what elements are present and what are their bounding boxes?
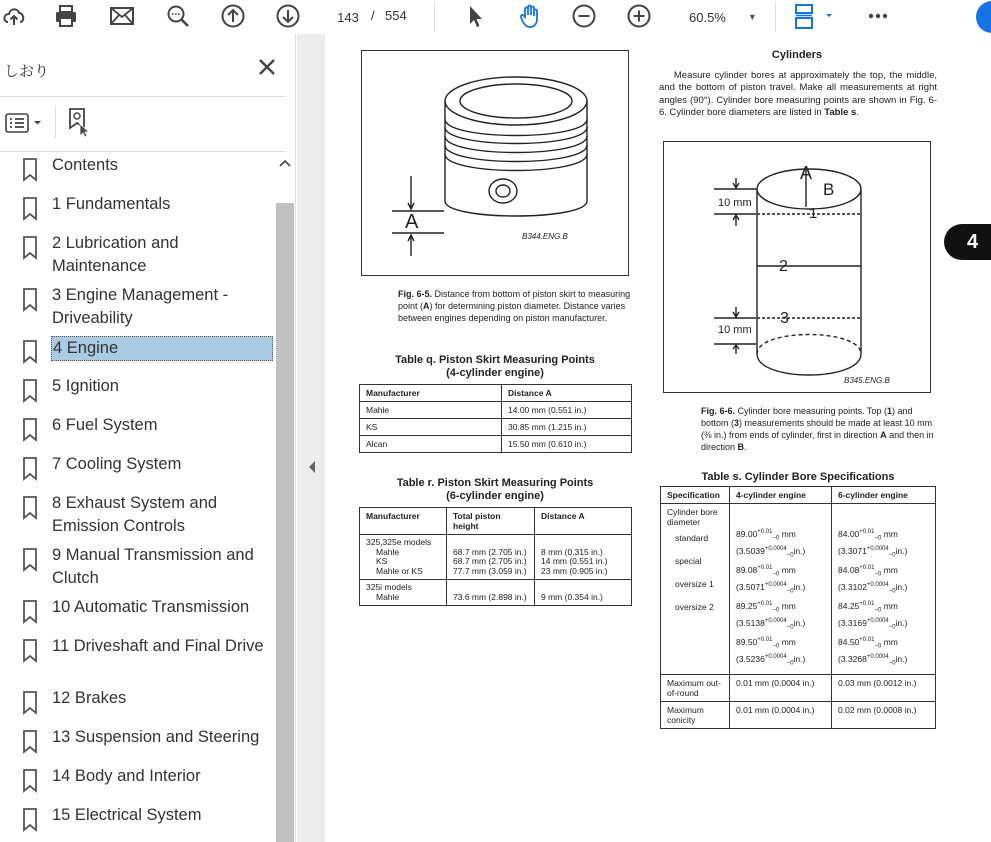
tolerance-plus: +0.0004 <box>866 617 889 624</box>
inch-value: (3.5138 <box>736 617 765 628</box>
tolerance-plus: +0.01 <box>859 565 875 572</box>
table-cell: 0.03 mm (0.0012 in.) <box>832 675 936 702</box>
bookmark-icon <box>22 340 38 364</box>
bookmark-label: 2 Lubrication and Maintenance <box>52 234 179 275</box>
manufacturer: KS <box>376 556 388 566</box>
mm-value: 89.08 <box>736 564 758 575</box>
cylinders-text: Measure cylinder bores at approximately the top, the middle, and the bottom of piston travel. Make all measurements at right angles (90°). Cylinder bore measuring points are shown in Fig. 6-6. Cylinder bore diameters are listed in <box>659 70 937 119</box>
unit: in.) <box>895 617 908 628</box>
zoom-out-icon[interactable] <box>570 2 598 30</box>
bore-spec-value <box>838 527 929 560</box>
bookmark-icon <box>22 769 38 793</box>
table-cell: Alcan <box>360 436 502 453</box>
table-header: Total piston height <box>447 508 535 535</box>
bookmark-label: 3 Engine Management - Driveability <box>52 286 229 327</box>
fig2-caption-bold: B <box>737 442 745 452</box>
tolerance-plus: +0.0004 <box>764 581 787 588</box>
bookmark-list <box>0 153 276 842</box>
fig2-caption-text: ) and bottom ( <box>701 406 913 428</box>
page-view-icon[interactable] <box>792 2 838 30</box>
bookmark-label: 5 Ignition <box>52 377 119 395</box>
unit: mm <box>883 636 898 647</box>
bookmark-icon <box>22 379 38 403</box>
piston-height: 77.7 mm (3.059 in.) <box>453 565 527 576</box>
table-cell <box>447 580 535 606</box>
fig2-caption-text: ) measurements should be made at least 10 mm (⅜ in.) from ends of cylinder, first in direction <box>701 418 933 440</box>
inch-value: (3.3169 <box>838 617 867 628</box>
hand-tool-icon[interactable] <box>516 2 544 30</box>
unit: in.) <box>793 617 806 628</box>
bookmark-icon <box>22 730 38 754</box>
manufacturer: Mahle <box>376 591 400 602</box>
table-cell <box>360 580 447 606</box>
tolerance-plus: +0.01 <box>757 637 773 644</box>
table-cell: Mahle <box>360 402 502 419</box>
close-icon[interactable] <box>256 56 278 78</box>
manufacturer: Mahle <box>376 546 400 557</box>
tolerance-minus: −0 <box>786 588 794 595</box>
table-header: Distance A <box>535 508 632 535</box>
fig2-caption <box>701 405 937 453</box>
table-row <box>360 535 632 580</box>
inch-value: (3.5071 <box>736 581 765 592</box>
table-cell <box>360 535 447 580</box>
tolerance-plus: +0.0004 <box>764 545 787 552</box>
table-row <box>360 402 632 419</box>
table-cell: Maximum conicity <box>661 702 730 729</box>
divider <box>0 96 286 97</box>
tolerance-minus: −0 <box>772 643 780 650</box>
distance-a: 23 mm (0.905 in.) <box>541 565 608 576</box>
group-label: 325i models <box>366 582 412 592</box>
zoom-level-select[interactable] <box>683 5 765 29</box>
fig2-caption-text: . <box>744 442 747 452</box>
unit: mm <box>883 528 898 539</box>
bookmark-icon <box>22 496 38 520</box>
tolerance-minus: −0 <box>874 571 882 578</box>
bookmark-label: 7 Cooling System <box>52 455 182 473</box>
bore-spec-value <box>838 599 929 632</box>
bookmark-label: 4 Engine <box>51 336 273 361</box>
prev-page-icon[interactable] <box>219 2 247 30</box>
tolerance-plus: +0.0004 <box>764 653 787 660</box>
manufacturer: Mahle or KS <box>376 565 423 576</box>
inch-value: (3.5039 <box>736 545 765 556</box>
table-row <box>360 419 632 436</box>
bookmark-label: Contents <box>52 156 119 174</box>
document-area[interactable] <box>297 34 991 842</box>
table-row <box>360 436 632 453</box>
tolerance-plus: +0.0004 <box>764 617 787 624</box>
bookmark-options-button[interactable] <box>2 110 46 136</box>
bore-spec-value <box>838 635 929 668</box>
bookmark-label: 1 Fundamentals <box>52 195 171 213</box>
table-cell: 0.02 mm (0.0008 in.) <box>832 702 936 729</box>
bookmark-icon <box>22 418 38 442</box>
table-q-title <box>361 354 629 380</box>
table-q-subheading: (4-cylinder engine) <box>446 367 544 379</box>
mm-value: 84.50 <box>838 636 860 647</box>
table-cell <box>535 535 632 580</box>
page-total: 554 <box>385 8 407 23</box>
table-header: Specification <box>661 487 730 504</box>
unit: mm <box>883 564 898 575</box>
tolerance-plus: +0.01 <box>859 637 875 644</box>
next-page-icon[interactable] <box>274 2 302 30</box>
distance-a: 14 mm (0.551 in.) <box>541 556 608 566</box>
cylinders-text: . <box>856 107 859 119</box>
bookmark-label: 11 Driveshaft and Final Drive <box>52 637 264 655</box>
unit: in.) <box>793 545 806 556</box>
table-cell <box>447 535 535 580</box>
bookmark-label: 14 Body and Interior <box>52 767 201 785</box>
cylinders-text-bold: Table s <box>824 107 857 119</box>
cylinders-heading: Cylinders <box>771 49 823 61</box>
diameter-label: Cylinder bore diameter <box>667 507 718 527</box>
bookmark-label: 6 Fuel System <box>52 416 158 434</box>
fig1-caption-bold: A <box>423 301 430 311</box>
tolerance-minus: −0 <box>874 643 882 650</box>
tolerance-minus: −0 <box>874 535 882 542</box>
distance-a: 9 mm (0.354 in.) <box>541 591 603 602</box>
pdf-page <box>325 34 991 842</box>
fig2-caption-bold: A <box>880 430 887 440</box>
bookmark-icon <box>22 457 38 481</box>
spec-name: oversize 1 <box>675 579 714 589</box>
tolerance-plus: +0.01 <box>859 529 875 535</box>
fig2-dim-bottom: 10 mm <box>718 324 752 336</box>
fig2-label-3: 3 <box>780 310 789 327</box>
bookmark-icon <box>22 158 38 182</box>
bookmark-label: 13 Suspension and Steering <box>52 728 260 746</box>
unit: mm <box>883 600 898 611</box>
unit: mm <box>781 528 796 539</box>
tolerance-minus: −0 <box>888 588 896 595</box>
spec-name: oversize 2 <box>675 602 714 612</box>
piston-height: 73.6 mm (2.898 in.) <box>453 591 527 602</box>
fig2-label-2: 2 <box>779 258 788 275</box>
bookmark-label: 9 Manual Transmission and Clutch <box>52 546 254 587</box>
mm-value: 84.00 <box>838 528 860 539</box>
table-cell: KS <box>360 419 502 436</box>
fig1-caption-number: Fig. 6-5. <box>398 289 433 299</box>
table-cell: Maximum out-of-round <box>661 675 730 702</box>
sidebar-scrollbar[interactable] <box>276 153 294 842</box>
table-header: 6-cylinder engine <box>832 487 936 504</box>
bore-spec-value <box>736 599 825 632</box>
bookmark-label: 10 Automatic Transmission <box>52 598 250 616</box>
tolerance-minus: −0 <box>772 571 780 578</box>
bookmark-icon <box>22 236 38 260</box>
table-header: Distance A <box>502 385 632 402</box>
bookmark-icon <box>22 691 38 715</box>
table-cell: 30.85 mm (1.215 in.) <box>502 419 632 436</box>
mm-value: 89.50 <box>736 636 758 647</box>
bookmarks-panel <box>0 34 296 842</box>
bookmark-icon <box>22 808 38 832</box>
table-header: Manufacturer <box>360 385 502 402</box>
unit: mm <box>781 600 796 611</box>
fig2-caption-bold: 3 <box>734 418 740 428</box>
fig2-label-b: B <box>823 180 835 199</box>
divider <box>0 151 286 152</box>
fig2-stamp: B345.ENG.B <box>844 376 890 385</box>
unit: in.) <box>895 545 908 556</box>
tolerance-plus: +0.01 <box>859 601 875 608</box>
mm-value: 89.25 <box>736 600 758 611</box>
cylinder-figure <box>663 141 931 393</box>
fig2-dim-top: 10 mm <box>718 197 752 209</box>
spec-name: standard <box>675 533 709 543</box>
list-options-icon <box>2 110 46 136</box>
mm-value: 84.08 <box>838 564 860 575</box>
table-r-title <box>361 477 629 503</box>
unit: mm <box>781 636 796 647</box>
table-cell: 15.50 mm (0.610 in.) <box>502 436 632 453</box>
panel-title: しおり <box>4 63 50 80</box>
fig2-label-a: A <box>800 163 813 183</box>
new-bookmark-icon[interactable] <box>66 106 96 138</box>
unit: in.) <box>895 653 908 664</box>
fig2-caption-number: Fig. 6-6. <box>701 406 736 416</box>
toolbar-divider <box>775 2 776 32</box>
mm-value: 89.00 <box>736 528 758 539</box>
table-r <box>359 507 632 606</box>
table-row <box>661 504 936 675</box>
inch-value: (3.3071 <box>838 545 867 556</box>
group-label: 325,325e models <box>366 537 432 547</box>
fig1-label-a: A <box>405 211 419 233</box>
mail-icon[interactable] <box>108 2 136 30</box>
unit: in.) <box>793 581 806 592</box>
tolerance-minus: −0 <box>786 552 794 559</box>
fig1-stamp: B344.ENG.B <box>522 232 568 241</box>
bookmark-icon <box>22 600 38 624</box>
tolerance-minus: −0 <box>772 535 780 542</box>
table-cell: 0.01 mm (0.0004 in.) <box>730 675 832 702</box>
page-number-input[interactable]: 143 <box>337 9 359 25</box>
chevron-down-icon: ▼ <box>747 12 757 22</box>
zoom-in-icon[interactable] <box>625 2 653 30</box>
bore-spec-value <box>736 563 825 596</box>
tolerance-minus: −0 <box>786 624 794 631</box>
fig2-caption-bold: 1 <box>886 406 892 416</box>
bore-spec-value <box>736 527 825 560</box>
unit: in.) <box>895 581 908 592</box>
table-s-title: Table s. Cylinder Bore Specifications <box>701 471 895 483</box>
select-pointer-icon[interactable] <box>461 2 489 30</box>
bookmark-icon <box>22 288 38 312</box>
table-r-heading: Table r. Piston Skirt Measuring Points <box>396 477 594 489</box>
table-q <box>359 384 632 453</box>
piston-height: 68.7 mm (2.705 in.) <box>453 546 527 557</box>
tolerance-minus: −0 <box>888 552 896 559</box>
tolerance-minus: −0 <box>888 624 896 631</box>
fig2-caption-text: and then in direction <box>701 430 934 452</box>
table-row <box>360 580 632 606</box>
bookmark-label: 12 Brakes <box>52 689 127 707</box>
table-header: 4-cylinder engine <box>730 487 832 504</box>
table-row <box>661 702 936 729</box>
piston-figure <box>361 50 629 276</box>
tolerance-plus: +0.01 <box>757 565 773 572</box>
more-icon[interactable] <box>864 2 892 30</box>
zoom-search-icon[interactable] <box>164 2 192 30</box>
collapse-panel-icon[interactable] <box>307 459 317 475</box>
divider <box>55 106 56 138</box>
table-r-subheading: (6-cylinder engine) <box>446 490 544 502</box>
fig2-caption-text: Cylinder bore measuring points. Top ( <box>737 406 887 416</box>
table-cell <box>730 504 832 675</box>
cylinders-paragraph <box>659 70 937 120</box>
scrollbar-thumb[interactable] <box>276 203 294 842</box>
fig2-label-1: 1 <box>809 205 818 222</box>
fig1-caption <box>398 288 634 324</box>
bore-spec-value <box>838 563 929 596</box>
upload-cloud-icon[interactable] <box>0 2 28 30</box>
table-row <box>661 675 936 702</box>
bookmark-label: 15 Electrical System <box>52 806 202 824</box>
distance-a: 8 mm (0.315 in.) <box>541 546 603 557</box>
fig1-caption-text: ) for determining piston diameter. Distance varies between engines depending on piston manufacturer. <box>398 301 626 323</box>
table-cell <box>832 504 936 675</box>
tolerance-minus: −0 <box>874 607 882 614</box>
table-q-heading: Table q. Piston Skirt Measuring Points <box>395 354 595 366</box>
unit: mm <box>781 564 796 575</box>
inch-value: (3.5236 <box>736 653 765 664</box>
table-header: Manufacturer <box>360 508 447 535</box>
table-cell <box>535 580 632 606</box>
toolbar-divider <box>434 2 435 32</box>
tolerance-plus: +0.0004 <box>866 545 889 552</box>
tolerance-plus: +0.01 <box>757 529 773 535</box>
chapter-tab: 4 <box>944 224 991 260</box>
bookmark-icon <box>22 548 38 572</box>
print-icon[interactable] <box>52 2 80 30</box>
account-button[interactable] <box>976 1 991 33</box>
page-separator: / <box>371 8 375 23</box>
piston-height: 68.7 mm (2.705 in.) <box>453 556 527 566</box>
zoom-level-value: 60.5% <box>689 9 726 25</box>
bookmark-icon <box>22 197 38 221</box>
table-cell: 0.01 mm (0.0004 in.) <box>730 702 832 729</box>
tolerance-plus: +0.01 <box>757 601 773 608</box>
tolerance-minus: −0 <box>888 660 896 667</box>
inch-value: (3.3268 <box>838 653 867 664</box>
inch-value: (3.3102 <box>838 581 867 592</box>
table-cell <box>661 504 730 675</box>
unit: in.) <box>793 653 806 664</box>
mm-value: 84.25 <box>838 600 860 611</box>
tolerance-plus: +0.0004 <box>866 653 889 660</box>
scroll-up-icon[interactable] <box>276 153 294 203</box>
fig1-caption-text: Distance from bottom of piston skirt to measuring point ( <box>398 289 631 311</box>
bookmark-label: 8 Exhaust System and Emission Controls <box>52 494 218 535</box>
table-s <box>660 486 936 729</box>
tolerance-minus: −0 <box>772 607 780 614</box>
toolbar <box>0 0 991 34</box>
bookmark-icon <box>22 639 38 663</box>
table-cell: 14.00 mm (0.551 in.) <box>502 402 632 419</box>
tolerance-plus: +0.0004 <box>866 581 889 588</box>
bore-spec-value <box>736 635 825 668</box>
tolerance-minus: −0 <box>786 660 794 667</box>
spec-name: special <box>675 556 702 566</box>
